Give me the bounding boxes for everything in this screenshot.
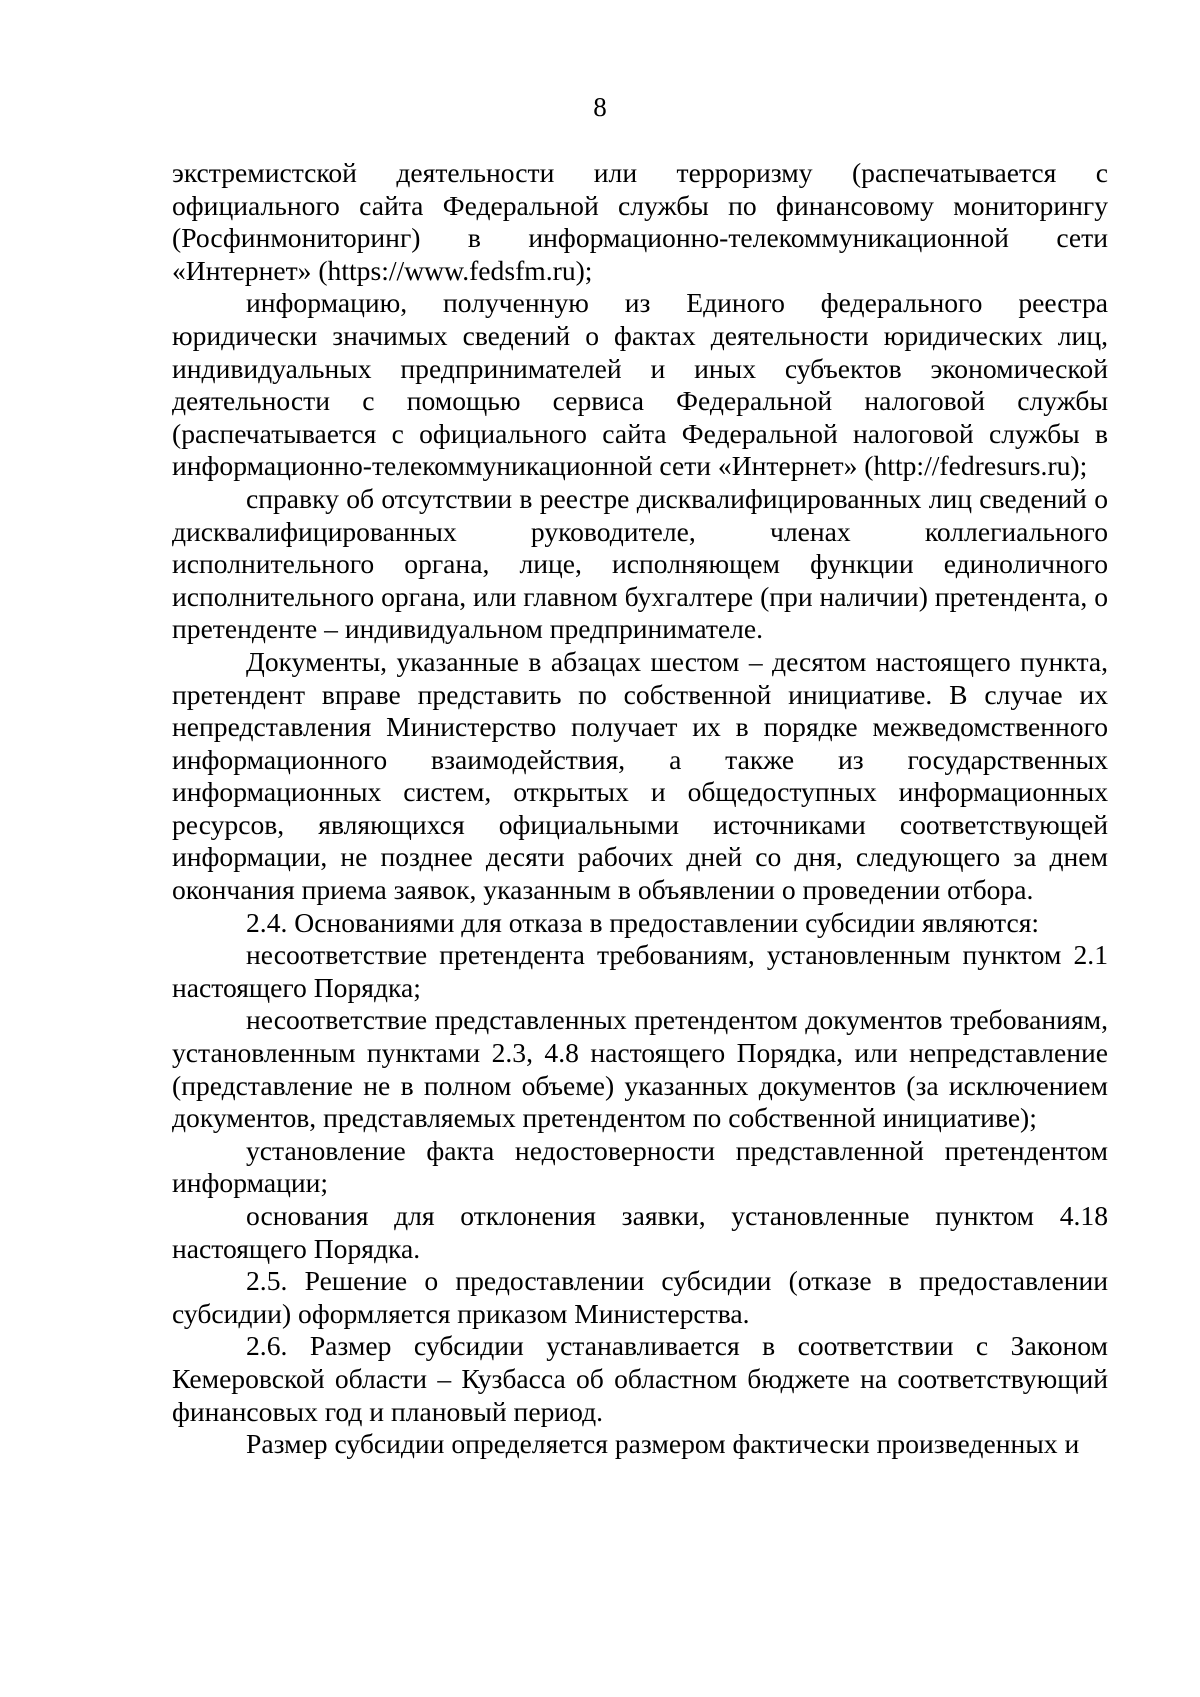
paragraph: 2.5. Решение о предоставлении субсидии (отказе в предоставлении субсидии) оформляется приказом Министерства. bbox=[172, 1265, 1108, 1329]
paragraph: несоответствие претендента требованиям, установленным пунктом 2.1 настоящего Порядка; bbox=[172, 939, 1108, 1003]
paragraph: Документы, указанные в абзацах шестом – десятом настоящего пункта, претендент вправе представить по собственной инициативе. В случае их непредставления Министерство получает их в порядке межведомственного информационного взаимодействия, а также из государственных информационных систем, открытых и общедоступных информационных ресурсов, являющихся официальными источниками соответствующей информации, не позднее десяти рабочих дней со дня, следующего за днем окончания приема заявок, указанным в объявлении о проведении отбора. bbox=[172, 645, 1108, 906]
paragraph: установление факта недостоверности представленной претендентом информации; bbox=[172, 1134, 1108, 1199]
paragraph: Размер субсидии определяется размером фактически произведенных и bbox=[246, 1428, 1080, 1460]
paragraph: несоответствие представленных претендентом документов требованиям, установленным пунктами 2.3, 4.8 настоящего Порядка, или непредставление (представление не в полном объеме) указанных документов (за исключением документов, представляемых претендентом по собственной инициативе); bbox=[172, 1004, 1108, 1134]
document-body bbox=[172, 157, 1108, 1461]
page-number: 8 bbox=[593, 92, 607, 122]
paragraph-continuation: экстремистской деятельности или терроризму (распечатывается с официального сайта Федеральной службы по финансовому мониторингу (Росфинмониторинг) в информационно-телекоммуникационной сети «Интернет» (https://www.fedsfm.ru); bbox=[172, 157, 1108, 286]
paragraph: 2.6. Размер субсидии устанавливается в соответствии с Законом Кемеровской области – Кузбасса об областном бюджете на соответствующий финансовых год и плановый период. bbox=[172, 1330, 1108, 1427]
paragraph: основания для отклонения заявки, установленные пунктом 4.18 настоящего Порядка. bbox=[172, 1200, 1108, 1264]
paragraph: справку об отсутствии в реестре дисквалифицированных лиц сведений о дисквалифицированных руководителе, членах коллегиального исполнительного органа, лице, исполняющем функции единоличного исполнительного органа, или главном бухгалтере (при наличии) претендента, о претенденте – индивидуальном предпринимателе. bbox=[172, 482, 1108, 645]
paragraph: 2.4. Основаниями для отказа в предоставлении субсидии являются: bbox=[246, 906, 1040, 938]
paragraph: информацию, полученную из Единого федерального реестра юридически значимых сведений о фактах деятельности юридических лиц, индивидуальных предпринимателей и иных субъектов экономической деятельности с помощью сервиса Федеральной налоговой службы (распечатывается с официального сайта Федеральной налоговой службы в информационно-телекоммуникационной сети «Интернет» (http://fedresurs.ru); bbox=[172, 287, 1108, 482]
